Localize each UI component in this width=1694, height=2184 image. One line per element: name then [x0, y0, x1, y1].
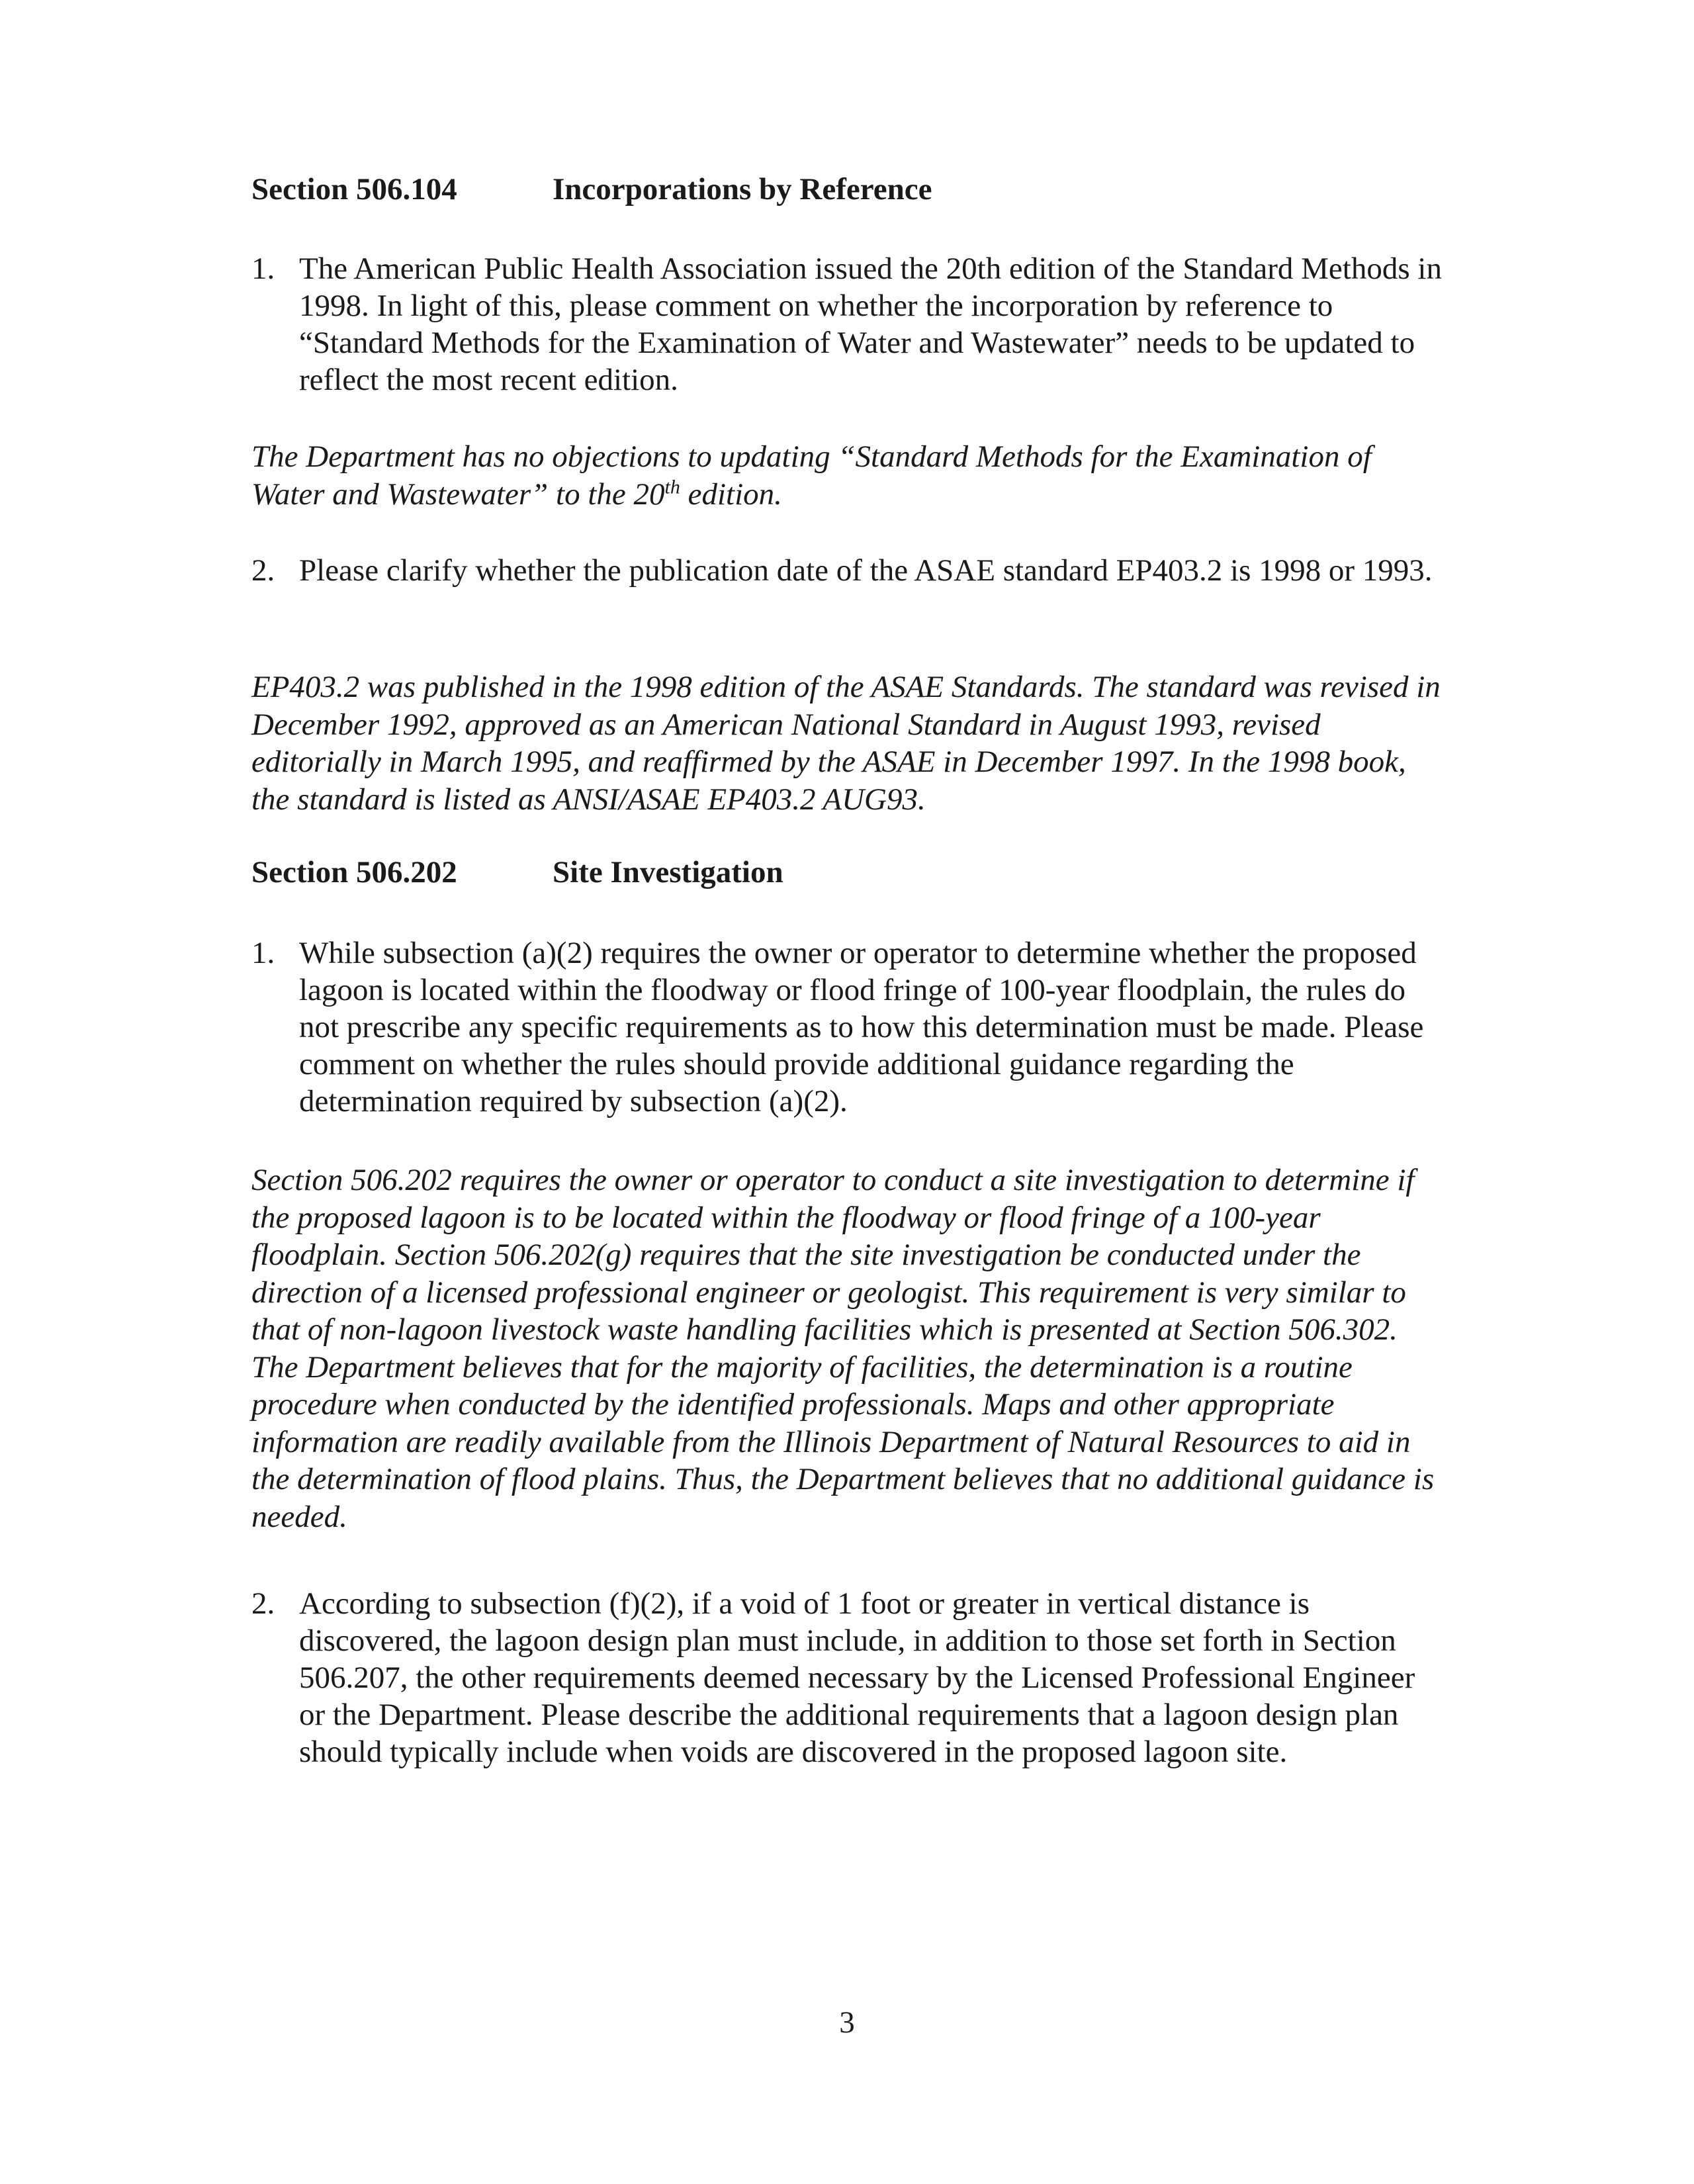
answer-text-part: The Department has no objections to updating “Standard Methods for the Examination of Water and Wastewater” to the 20	[251, 439, 1372, 512]
section-heading-506-202	[251, 854, 783, 891]
question-text: While subsection (a)(2) requires the owner or operator to determine whether the proposed lagoon is located within the floodway or flood fringe of 100-year floodplain, the rules do not prescribe any specific requirements as to how this determination must be made. Please comment on whether the rules should provide additional guidance regarding the determination required by subsection (a)(2).	[299, 936, 1424, 1118]
question-item	[251, 1585, 1443, 1770]
question-text: The American Public Health Association issued the 20th edition of the Standard Methods in 1998. In light of this, please comment on whether the incorporation by reference to “Standard Methods for the Examination of Water and Wastewater” needs to be updated to reflect the most recent edition.	[299, 251, 1442, 397]
section-number: Section 506.202	[251, 855, 457, 889]
answer-text	[251, 438, 1449, 513]
superscript: th	[664, 475, 680, 498]
question-text: Please clarify whether the publication date of the ASAE standard EP403.2 is 1998 or 1993.	[299, 553, 1433, 588]
question-item	[251, 552, 1443, 589]
question-number: 1.	[251, 936, 275, 970]
answer-text-part: edition.	[680, 477, 782, 512]
section-heading-506-104	[251, 171, 932, 208]
answer-text: Section 506.202 requires the owner or operator to conduct a site investigation to determine if the proposed lagoon is to be located within the floodway or flood fringe of a 100-year floodplain. Section 506.202(g) requires that the site investigation be conducted under the direction of a licensed professional engineer or geologist. This requirement is very similar to that of non-lagoon livestock waste handling facilities which is presented at Section 506.302. The Department believes that for the majority of facilities, the determination is a routine procedure when conducted by the identified professionals. Maps and other appropriate information are readily available from the Illinois Department of Natural Resources to aid in the determination of flood plains. Thus, the Department believes that no additional guidance is needed.	[251, 1163, 1435, 1534]
answer-text: EP403.2 was published in the 1998 edition of the ASAE Standards. The standard was revised in December 1992, approved as an American National Standard in August 1993, revised editorially in March 1995, and reaffirmed by the ASAE in December 1997. In the 1998 book, the standard is listed as ANSI/ASAE EP403.2 AUG93.	[251, 670, 1441, 817]
question-text: According to subsection (f)(2), if a void of 1 foot or greater in vertical distance is discovered, the lagoon design plan must include, in addition to those set forth in Section 506.207, the other requirements deemed necessary by the Licensed Professional Engineer or the Department. Please describe the additional requirements that a lagoon design plan should typically include when voids are discovered in the proposed lagoon site.	[299, 1586, 1415, 1769]
section-number: Section 506.104	[251, 172, 457, 206]
question-number: 1.	[251, 251, 275, 286]
page-number: 3	[839, 2005, 855, 2040]
section-title: Incorporations by Reference	[553, 172, 932, 206]
question-item	[251, 934, 1443, 1120]
section-title: Site Investigation	[553, 855, 783, 889]
question-number: 2.	[251, 553, 275, 588]
question-number: 2.	[251, 1586, 275, 1621]
question-item	[251, 250, 1443, 398]
